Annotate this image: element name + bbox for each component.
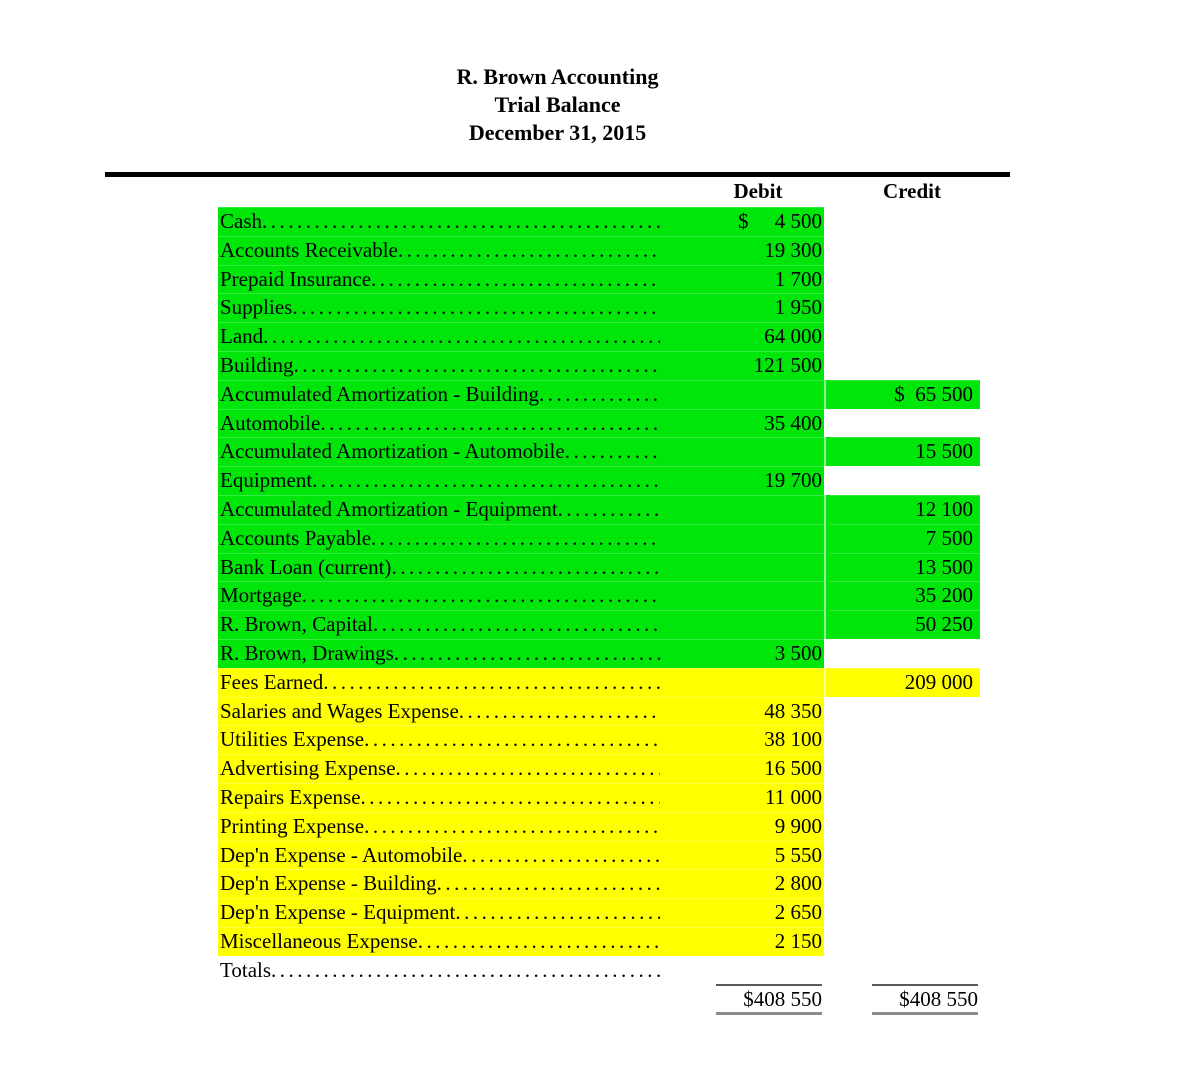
account-name: Dep'n Expense - Automobile — [220, 842, 463, 867]
dot-leader — [565, 437, 660, 466]
account-name: Land — [220, 324, 264, 349]
dot-leader — [455, 898, 660, 927]
credit-amount — [830, 409, 980, 438]
debit-amount: $ 4 500 — [660, 207, 824, 236]
account-name-cell — [218, 668, 660, 697]
credit-amount — [830, 869, 980, 898]
account-name-cell — [218, 524, 660, 553]
account-name: Equipment — [220, 468, 313, 493]
trial-balance-table — [218, 207, 980, 1012]
account-name-cell — [218, 265, 660, 294]
totals-row — [218, 956, 980, 1012]
account-name-cell — [218, 581, 660, 610]
account-rows — [218, 207, 980, 956]
header-rule — [105, 172, 1010, 177]
credit-amount: 7 500 — [830, 524, 980, 553]
credit-amount: 50 250 — [830, 610, 980, 639]
dot-leader — [373, 610, 660, 639]
account-name: Mortgage — [220, 583, 302, 608]
account-name: Accounts Payable — [220, 525, 372, 550]
account-row — [218, 581, 980, 610]
debit-amount: 11 000 — [660, 783, 824, 812]
dot-leader — [398, 236, 660, 265]
credit-amount — [830, 351, 980, 380]
credit-amount — [830, 783, 980, 812]
credit-amount — [830, 265, 980, 294]
credit-amount: 209 000 — [830, 668, 980, 697]
credit-amount: 12 100 — [830, 495, 980, 524]
dot-leader — [539, 380, 660, 409]
account-name-cell — [218, 207, 660, 236]
totals-credit-amount: $408 550 — [872, 984, 978, 1015]
debit-amount — [660, 610, 824, 639]
account-name-cell — [218, 437, 660, 466]
credit-amount — [830, 898, 980, 927]
dot-leader — [320, 409, 660, 438]
account-row — [218, 524, 980, 553]
account-name-cell — [218, 869, 660, 898]
debit-amount: 121 500 — [660, 351, 824, 380]
totals-label-cell — [218, 956, 660, 985]
account-name: Accumulated Amortization - Building — [220, 381, 540, 406]
account-row — [218, 898, 980, 927]
dot-leader — [437, 869, 660, 898]
account-name: R. Brown, Drawings — [220, 640, 394, 665]
account-name: Supplies — [220, 295, 293, 320]
dot-leader — [371, 524, 660, 553]
account-row — [218, 610, 980, 639]
account-name-cell — [218, 495, 660, 524]
account-row — [218, 293, 980, 322]
account-name-cell — [218, 754, 660, 783]
account-name: Dep'n Expense - Building — [220, 871, 437, 896]
dot-leader — [364, 725, 660, 754]
report-name: Trial Balance — [494, 92, 621, 117]
account-row — [218, 207, 980, 236]
dot-leader — [364, 812, 660, 841]
dot-leader — [294, 351, 660, 380]
credit-amount: 15 500 — [830, 437, 980, 466]
debit-amount: 2 650 — [660, 898, 824, 927]
account-row — [218, 437, 980, 466]
debit-amount — [660, 668, 824, 697]
account-name-cell — [218, 322, 660, 351]
account-row — [218, 553, 980, 582]
debit-amount: 1 950 — [660, 293, 824, 322]
credit-amount — [830, 639, 980, 668]
account-name: Utilities Expense — [220, 727, 365, 752]
debit-amount — [660, 553, 824, 582]
account-name-cell — [218, 553, 660, 582]
debit-amount: 2 150 — [660, 927, 824, 956]
account-name: Prepaid Insurance — [220, 266, 372, 291]
account-row — [218, 668, 980, 697]
account-name: Cash — [220, 209, 262, 233]
debit-amount: 64 000 — [660, 322, 824, 351]
account-name-cell — [218, 841, 660, 870]
credit-amount — [830, 725, 980, 754]
account-name: Miscellaneous Expense — [220, 928, 418, 953]
dot-leader — [462, 841, 660, 870]
document-title-block — [105, 63, 1010, 147]
debit-amount: 19 300 — [660, 236, 824, 265]
dot-leader — [312, 466, 660, 495]
account-name: Printing Expense — [220, 813, 365, 838]
account-row — [218, 351, 980, 380]
account-name: Building — [220, 352, 294, 377]
dot-leader — [418, 927, 660, 956]
account-name: Salaries and Wages Expense — [220, 698, 459, 723]
debit-amount — [660, 581, 824, 610]
account-name-cell — [218, 898, 660, 927]
debit-amount: 2 800 — [660, 869, 824, 898]
account-name: Repairs Expense — [220, 784, 361, 809]
totals-debit-amount: $408 550 — [716, 984, 822, 1015]
dot-leader — [558, 495, 660, 524]
account-row — [218, 265, 980, 294]
account-row — [218, 639, 980, 668]
account-name-cell — [218, 610, 660, 639]
dot-leader — [292, 293, 660, 322]
debit-amount: 9 900 — [660, 812, 824, 841]
account-row — [218, 495, 980, 524]
account-name-cell — [218, 351, 660, 380]
account-row — [218, 869, 980, 898]
credit-column-header: Credit — [883, 179, 941, 203]
dot-leader — [391, 553, 660, 582]
debit-amount — [660, 437, 824, 466]
account-row — [218, 841, 980, 870]
account-row — [218, 236, 980, 265]
credit-amount: 13 500 — [830, 553, 980, 582]
dot-leader — [396, 754, 660, 783]
debit-amount: 5 550 — [660, 841, 824, 870]
account-name: Advertising Expense — [220, 756, 396, 781]
report-date: December 31, 2015 — [468, 120, 647, 145]
account-name-cell — [218, 725, 660, 754]
account-row — [218, 409, 980, 438]
credit-amount — [830, 322, 980, 351]
dot-leader — [361, 783, 660, 812]
totals-label: Totals — [220, 957, 272, 982]
debit-amount — [660, 380, 824, 409]
debit-amount: 48 350 — [660, 697, 824, 726]
dot-leader — [394, 639, 660, 668]
account-name-cell — [218, 697, 660, 726]
dot-leader — [271, 956, 660, 985]
debit-amount — [660, 524, 824, 553]
debit-amount: 1 700 — [660, 265, 824, 294]
account-row — [218, 754, 980, 783]
credit-amount — [830, 697, 980, 726]
credit-amount — [830, 293, 980, 322]
account-name-cell — [218, 927, 660, 956]
dot-leader — [302, 581, 660, 610]
credit-amount — [830, 754, 980, 783]
account-name: Accumulated Amortization - Equipment — [220, 496, 558, 521]
account-row — [218, 322, 980, 351]
account-row — [218, 783, 980, 812]
credit-amount — [830, 841, 980, 870]
dot-leader — [262, 207, 660, 236]
debit-amount: 19 700 — [660, 466, 824, 495]
debit-amount: 3 500 — [660, 639, 824, 668]
account-name-cell — [218, 466, 660, 495]
debit-amount — [660, 495, 824, 524]
account-row — [218, 466, 980, 495]
debit-amount: 38 100 — [660, 725, 824, 754]
credit-amount — [830, 927, 980, 956]
credit-amount: $ 65 500 — [830, 380, 980, 409]
account-row — [218, 927, 980, 956]
credit-amount: 35 200 — [830, 581, 980, 610]
account-name-cell — [218, 236, 660, 265]
account-name-cell — [218, 293, 660, 322]
account-name-cell — [218, 639, 660, 668]
account-row — [218, 812, 980, 841]
account-name: Automobile — [220, 410, 321, 435]
credit-amount — [830, 207, 980, 236]
account-name: Dep'n Expense - Equipment — [220, 900, 456, 925]
debit-column-header: Debit — [733, 179, 783, 203]
account-name: R. Brown, Capital — [220, 612, 373, 637]
company-name: R. Brown Accounting — [456, 64, 659, 89]
dot-leader — [371, 265, 660, 294]
dot-leader — [323, 668, 660, 697]
account-name-cell — [218, 812, 660, 841]
credit-amount — [830, 236, 980, 265]
totals-debit-cell — [660, 956, 824, 1012]
dot-leader — [263, 322, 660, 351]
credit-amount — [830, 466, 980, 495]
account-name-cell — [218, 409, 660, 438]
debit-amount: 16 500 — [660, 754, 824, 783]
account-name: Bank Loan (current) — [220, 554, 392, 579]
account-name: Fees Earned — [220, 669, 324, 694]
account-row — [218, 697, 980, 726]
account-name: Accumulated Amortization - Automobile — [220, 439, 565, 464]
account-name-cell — [218, 783, 660, 812]
dot-leader — [459, 697, 660, 726]
account-name-cell — [218, 380, 660, 409]
debit-amount: 35 400 — [660, 409, 824, 438]
account-row — [218, 725, 980, 754]
account-row — [218, 380, 980, 409]
totals-credit-cell — [830, 956, 980, 1012]
credit-amount — [830, 812, 980, 841]
account-name: Accounts Receivable — [220, 237, 398, 262]
